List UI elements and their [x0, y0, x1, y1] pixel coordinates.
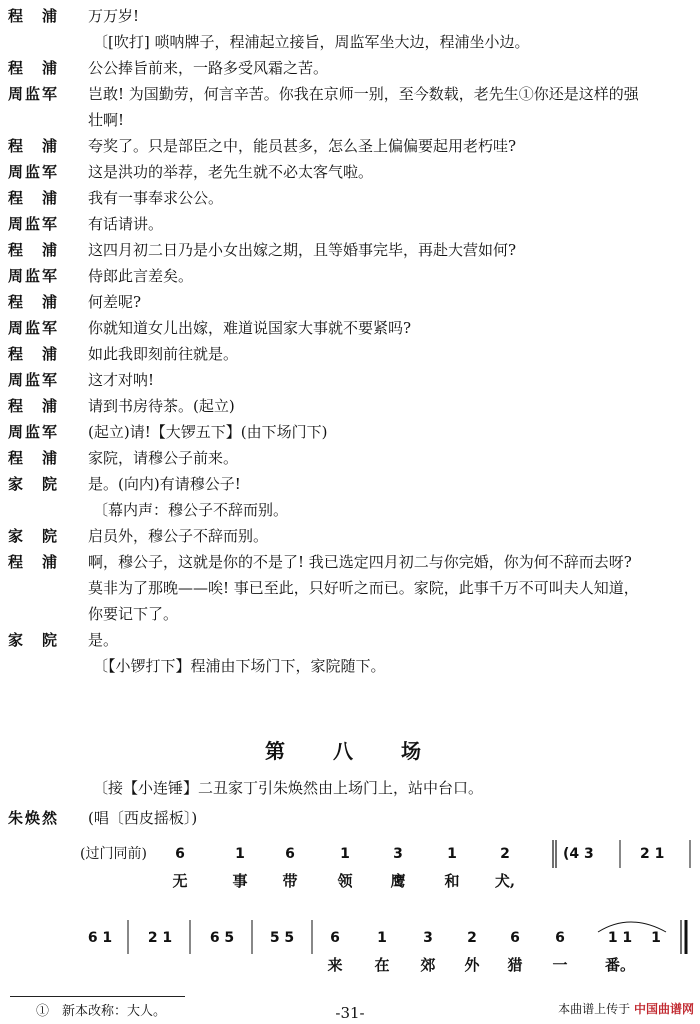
- speaker-name: 周监军: [8, 423, 60, 441]
- line-text: 啊，穆公子，这就是你的不是了! 我已选定四月初二与你完婚，你为何不辞而去呀?: [88, 553, 632, 571]
- page-number: -31-: [335, 1004, 365, 1022]
- speaker-name: 周监军: [8, 163, 60, 181]
- line-text: 这才对呐!: [88, 371, 155, 389]
- line-text: 我有一事奉求公公。: [88, 189, 224, 207]
- direction-text: 莫非为了那晚——唉! 事已至此，只好听之而已。家院，此事千万不可叫夫人知道，: [88, 579, 639, 597]
- footnote-rule: [10, 996, 185, 997]
- line-text: 家院，请穆公子前来。: [88, 449, 239, 467]
- score-intro-label: (过门同前): [80, 846, 147, 862]
- line-text: 侍郎此言差矣。: [88, 267, 194, 285]
- score-note: 6 5: [209, 930, 235, 946]
- direction-text: 你要记下了。: [88, 605, 179, 623]
- speaker-name: 周监军: [8, 319, 60, 337]
- line-text: 岂敢! 为国勤劳，何言辛苦。你我在京师一别，至今数载，老先生①你还是这样的强: [88, 85, 639, 103]
- score-note: (4 3: [563, 846, 594, 862]
- line-text: 如此我即刻前往就是。: [88, 345, 239, 363]
- lyric-char: 鹰: [390, 872, 406, 890]
- watermark-prefix: 本曲谱上传于: [558, 1002, 631, 1016]
- lyric-char: 带: [282, 872, 298, 890]
- speaker-name: 程 浦: [8, 7, 60, 25]
- direction-text: 壮啊!: [88, 111, 125, 129]
- speaker-name: 家 院: [8, 475, 60, 493]
- direction-text: 〔【小锣打下】程浦由下场门下，家院随下。: [93, 657, 386, 675]
- score-note: 2 1: [640, 846, 665, 862]
- score-note: 6: [555, 930, 565, 946]
- line-text: 是。: [88, 631, 119, 649]
- lyric-char: 猎: [507, 956, 523, 974]
- jianpu-score: [0, 830, 700, 990]
- score-note: 1: [447, 846, 457, 862]
- line-text: 夸奖了。只是部臣之中，能员甚多，怎么圣上偏偏要起用老朽哇?: [88, 137, 517, 155]
- score-note: 1: [377, 930, 387, 946]
- line-text: 启员外，穆公子不辞而别。: [88, 527, 269, 545]
- speaker-name: 程 浦: [8, 449, 60, 467]
- line-text: 这是洪功的举荐，老先生就不必太客气啦。: [88, 163, 374, 181]
- score-note: 1: [340, 846, 350, 862]
- speaker-name: 程 浦: [8, 553, 60, 571]
- speaker-name: 程 浦: [8, 397, 60, 415]
- lyric-char: 事: [232, 872, 248, 890]
- line-text: 是。(向内)有请穆公子!: [88, 475, 241, 493]
- speaker-name: 家 院: [8, 631, 60, 649]
- speaker-name: 程 浦: [8, 189, 60, 207]
- lyric-char: 犬,: [494, 872, 516, 890]
- speaker-name: 程 浦: [8, 241, 60, 259]
- line-text: 请到书房待茶。(起立): [88, 397, 235, 415]
- score-note: 5 5: [269, 930, 295, 946]
- speaker-name: 朱焕然: [8, 809, 60, 827]
- speaker-name: 程 浦: [8, 345, 60, 363]
- footnote: ① 新本改称：大人。: [36, 1004, 167, 1019]
- speaker-name: 程 浦: [8, 293, 60, 311]
- score-note: 1 1: [607, 930, 633, 946]
- speaker-name: 周监军: [8, 85, 60, 103]
- score-note: 1: [651, 930, 661, 946]
- score-note: 2 1: [147, 930, 173, 946]
- line-text: 公公捧旨前来，一路多受风霜之苦。: [88, 59, 329, 77]
- speaker-name: 程 浦: [8, 137, 60, 155]
- score-note: 2: [500, 846, 510, 862]
- lyric-char: 来: [327, 956, 343, 974]
- score-note: 1: [235, 846, 245, 862]
- line-text: (起立)请!【大锣五下】(由下场门下): [88, 423, 328, 441]
- line-text: 你就知道女儿出嫁，难道说国家大事就不要紧吗?: [88, 319, 412, 337]
- score-note: 6: [330, 930, 340, 946]
- direction-text: 〔接【小连锤】二丑家丁引朱焕然由上场门上，站中台口。: [93, 779, 484, 797]
- line-text: 何差呢?: [88, 293, 142, 311]
- lyric-char: 外: [464, 956, 480, 974]
- lyric-char: 领: [337, 872, 353, 890]
- lyric-char: 和: [444, 872, 460, 890]
- scene-title: 第 八 场: [265, 739, 435, 763]
- lyric-char: 番。: [604, 956, 636, 974]
- score-note: 6 1: [87, 930, 113, 946]
- line-text: 有话请讲。: [88, 215, 164, 233]
- speaker-name: 周监军: [8, 215, 60, 233]
- score-note: 3: [423, 930, 433, 946]
- direction-text: 〔[吹打] 唢呐牌子，程浦起立接旨，周监军坐大边，程浦坐小边。: [93, 33, 530, 51]
- score-note: 6: [285, 846, 295, 862]
- lyric-char: 郊: [420, 956, 436, 974]
- lyric-char: 在: [374, 956, 390, 974]
- speaker-name: 家 院: [8, 527, 60, 545]
- speaker-name: 周监军: [8, 371, 60, 389]
- speaker-name: 程 浦: [8, 59, 60, 77]
- watermark: [558, 1000, 694, 1017]
- direction-text: 〔幕内声：穆公子不辞而别。: [93, 501, 289, 519]
- score-note: 3: [393, 846, 403, 862]
- sing-instruction: (唱〔西皮摇板〕): [88, 809, 198, 827]
- score-note: 6: [510, 930, 520, 946]
- line-text: 万万岁!: [88, 7, 140, 25]
- watermark-brand: 中国曲谱网: [633, 1002, 694, 1016]
- speaker-name: 周监军: [8, 267, 60, 285]
- lyric-char: 无: [172, 872, 188, 890]
- score-note: 2: [467, 930, 477, 946]
- score-note: 6: [175, 846, 185, 862]
- line-text: 这四月初二日乃是小女出嫁之期，且等婚事完毕，再赴大营如何?: [88, 241, 517, 259]
- lyric-char: 一: [552, 956, 568, 974]
